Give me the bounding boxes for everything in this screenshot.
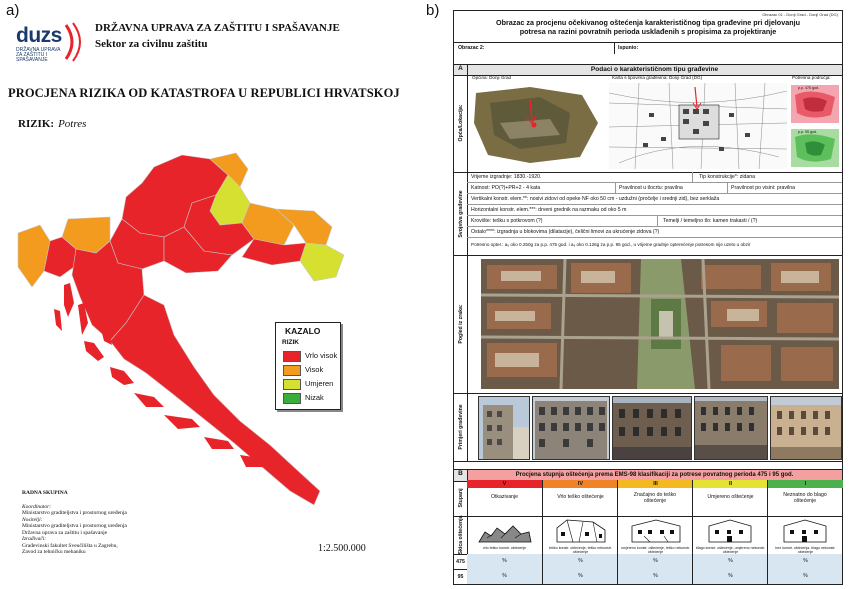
logo-arc-icon <box>62 22 88 62</box>
pct-95[interactable]: % <box>578 573 583 579</box>
property-row: Horizontalni konstr. elem.***: drveni grednik na razmaku od oko 5 m <box>471 207 627 213</box>
map3-sub2: p.p. 95 god. <box>798 130 817 134</box>
form-title-line: potresa na razini povratnih perioda usklađenih s propisima za projektiranje <box>519 27 777 36</box>
period-label: 95 <box>454 569 468 584</box>
legend-item <box>283 365 343 375</box>
grade-number: III <box>653 481 658 487</box>
map3-sub1: p.p. 475 god. <box>798 86 819 90</box>
map1-caption: Općina: Donji Grad <box>472 75 512 80</box>
risk-key: RIZIK: <box>18 118 55 130</box>
section-a-letter: A <box>454 65 468 75</box>
pct-95[interactable]: % <box>502 573 507 579</box>
form-title-line: Obrazac za procjenu očekivanog oštećenja karakterističnog tipa građevine pri djelovanju <box>496 18 800 27</box>
municipality-satellite-map <box>470 83 604 169</box>
rubble-sketch-icon <box>477 520 532 544</box>
location-label: Opća/Lokacija: <box>454 74 468 172</box>
examples-block <box>454 393 842 462</box>
example-photo <box>612 396 692 460</box>
location-block <box>454 74 842 173</box>
map-scale: 1:2.500.000 <box>318 543 366 554</box>
property-row: Tip konstrukcije*: zidana <box>699 174 756 180</box>
map2-caption: Karta s tipovima građevina: Donji Grad (DG) <box>612 75 703 80</box>
island-3 <box>84 341 104 361</box>
property-row: Ostalo****: izgradnja u blokovima (dilatacije), čelični limovi za ukrućenje zidova (?) <box>471 229 660 235</box>
team-line: Ministarstvo graditeljstva i prostornog uređenja <box>22 523 127 529</box>
legend-label: Vrlo visok <box>305 351 338 360</box>
grade-col-label: Stupanj <box>454 480 468 517</box>
section-b-title: Procjena stupnja oštećenja prema EMS-98 klasifikaciji za potrese povratnog perioda 475 i 95 god. <box>515 472 794 478</box>
form-corner-text: Obrazac 01 - Donji Grad - Donji Grad (DG) <box>762 12 838 17</box>
legend-subtitle: RIZIK <box>282 339 299 346</box>
property-row: Krovište: tešku s potkrovom (?) <box>471 218 543 224</box>
property-row: Temelji / temeljno tlo: kamen trakasti / (?) <box>663 218 758 224</box>
region-vukovar <box>300 243 344 281</box>
legend-swatch <box>283 393 301 404</box>
substantial-damage-sketch-icon <box>628 518 683 544</box>
form-title <box>454 18 842 36</box>
island-1 <box>64 283 74 317</box>
working-group <box>22 490 192 556</box>
grade-column-iv <box>542 480 618 584</box>
logo-wordmark: duzs <box>16 24 62 47</box>
example-photo <box>532 396 610 460</box>
pct-475[interactable]: % <box>803 558 808 564</box>
grade-note: blago konstr. oštećenje, umjereno nekonstr. oštećenje <box>695 546 766 554</box>
panel-label-b: b) <box>426 2 440 19</box>
grade-number: IV <box>577 481 584 487</box>
island-4 <box>110 367 134 385</box>
map3-caption: Potresna područja: <box>792 75 831 80</box>
form-number-row <box>454 42 842 54</box>
form-number: Obrazac 2: <box>458 45 485 51</box>
agency-name: DRŽAVNA UPRAVA ZA ZAŠTITU I SPAŠAVANJE <box>95 22 340 34</box>
grade-note: bez konstr. oštećenja, blago nekonstr. oštećenje <box>775 546 836 554</box>
legend-item <box>283 393 343 403</box>
period-label: 475 <box>454 554 468 570</box>
grade-column-ii <box>692 480 768 584</box>
aerial-block <box>454 255 842 394</box>
grade-name: Neznatno do blago oštećenje <box>783 492 827 504</box>
property-row: Potresno opter.: a₉ oko 0.250g za p.p. 475 god. i a₉ oko 0.126g za p.p. 95 god., u vrijeme gradnje opterećenje potresom nije uzeto u obzir <box>471 242 751 247</box>
grade-column-v <box>467 480 542 584</box>
team-line: Građevinski fakultet Sveučilišta u Zagrebu, <box>22 542 118 549</box>
team-line: Državna uprava za zaštitu i spašavanje <box>22 529 108 536</box>
team-line: Izrađivači: <box>22 536 47 542</box>
legend-swatch <box>283 379 301 390</box>
grade-name: Umjereno oštećenje <box>707 494 754 500</box>
team-line: Koordinator: <box>22 503 52 510</box>
working-group-heading: RADNA SKUPINA <box>22 490 68 496</box>
example-photo <box>770 396 842 460</box>
island-9 <box>54 309 62 331</box>
moderate-damage-sketch-icon <box>705 518 755 544</box>
legend-label: Nizak <box>305 393 324 402</box>
pct-475[interactable]: % <box>502 558 507 564</box>
grade-column-i <box>767 480 843 584</box>
grade-note: teško konstr. oštećenje, teško nekonstr. oštećenje <box>549 546 612 554</box>
property-row: Vrijeme izgradnje: 1830.-1920. <box>471 174 542 180</box>
property-row: Katnost: PO(?)+PR+2 - 4 kata <box>471 185 541 191</box>
team-line: Nositelji: <box>22 516 43 523</box>
island-5 <box>134 393 164 407</box>
legend-title: KAZALO <box>285 326 321 336</box>
team-line: Zavod za tehničku mehaniku <box>22 549 86 555</box>
pct-475[interactable]: % <box>578 558 583 564</box>
section-a-title: Podaci o karakterističnom tipu građevine <box>590 66 719 73</box>
sketch-label: Skica oštećenja <box>454 516 468 555</box>
example-photo <box>478 396 530 460</box>
damage-grade-table <box>454 480 842 584</box>
logo-subtitle: DRŽAVNA UPRAVA ZA ZAŠTITU I SPAŠAVANJE <box>16 47 61 63</box>
legend-item <box>283 379 343 389</box>
section-b-letter: B <box>454 470 468 481</box>
pct-95[interactable]: % <box>803 573 808 579</box>
assessment-form <box>453 10 843 585</box>
grade-name: Otkazivanje <box>490 494 519 500</box>
seismic-zone-maps <box>791 83 839 169</box>
risk-line <box>18 118 86 130</box>
grade-number: I <box>804 481 807 487</box>
grade-number: V <box>502 481 507 487</box>
legend-label: Visok <box>305 365 324 374</box>
examples-label: Primjeri građevine <box>454 393 468 461</box>
pct-95[interactable]: % <box>728 573 733 579</box>
legend-label: Umjeren <box>305 379 334 388</box>
duzs-logo <box>16 24 76 63</box>
building-type-map <box>609 83 787 169</box>
region-istria <box>18 225 50 287</box>
grade-name: Značajno do teško oštećenje <box>633 492 677 504</box>
slight-damage-sketch-icon <box>780 518 830 544</box>
example-photo <box>694 396 768 460</box>
aerial-label: Pogled iz zraka: <box>454 255 468 393</box>
aerial-photo <box>481 259 839 389</box>
legend-item <box>283 351 343 361</box>
legend-swatch <box>283 365 301 376</box>
heavy-damage-sketch-icon <box>553 518 608 544</box>
grade-name: Vrlo teško oštećenje <box>557 494 604 500</box>
filled-by: Ispunio: <box>618 45 639 51</box>
property-row: Vertikalni konstr. elem.**: nosivi zidovi od opeke NF oko 50 cm - uzdužni (pročelje i srednji zid), bez serklaža <box>471 196 720 202</box>
pct-475[interactable]: % <box>653 558 658 564</box>
sector-name: Sektor za civilnu zaštitu <box>95 38 208 50</box>
grade-number: II <box>728 481 733 487</box>
risk-value: Potres <box>58 118 87 130</box>
properties-label: Svojstva građevine <box>454 172 468 255</box>
team-line: Ministarstvo graditeljstva i prostornog uređenja <box>22 510 127 516</box>
panel-label-a: a) <box>6 2 20 19</box>
grade-note: umjereno konstr. oštećenje, teško nekonstr. oštećenje <box>620 546 691 554</box>
properties-block <box>454 172 842 256</box>
region-brod <box>242 239 306 265</box>
property-row: Pravilnost po visini: pravilna <box>731 185 796 191</box>
map-legend <box>275 322 341 410</box>
island-6 <box>164 415 200 429</box>
property-row: Pravilnost u tlocrtu: pravilna <box>619 185 683 191</box>
grade-note: vrlo teško konstr. oštećenje <box>482 546 527 550</box>
pct-95[interactable]: % <box>653 573 658 579</box>
grade-column-iii <box>617 480 693 584</box>
map-title: PROCJENA RIZIKA OD KATASTROFA U REPUBLICI HRVATSKOJ <box>8 86 400 100</box>
legend-swatch <box>283 351 301 362</box>
pct-475[interactable]: % <box>728 558 733 564</box>
